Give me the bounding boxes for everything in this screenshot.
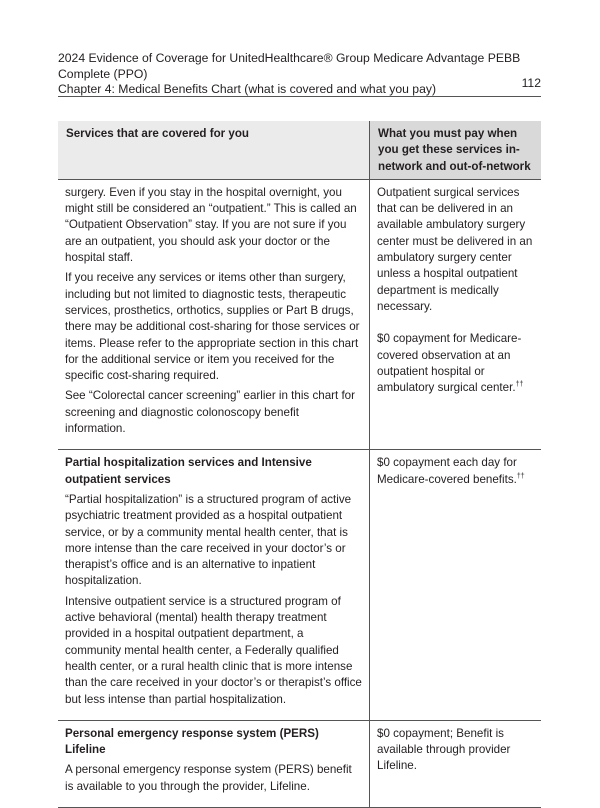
benefits-table — [58, 121, 541, 808]
page-number: 112 — [521, 76, 541, 90]
service-title: Personal emergency response system (PERS) Lifeline — [65, 726, 319, 757]
service-cell — [58, 179, 370, 449]
table-row — [58, 450, 541, 720]
header-divider — [58, 96, 541, 97]
service-text: See “Colorectal cancer screening” earlier in this chart for screening and diagnostic colonoscopy benefit information. — [65, 389, 355, 436]
table-row — [58, 720, 541, 807]
service-cell — [58, 720, 370, 807]
running-header — [58, 51, 541, 98]
chapter-title: Chapter 4: Medical Benefits Chart (what is covered and what you pay) — [58, 82, 437, 96]
footnote-marker: †† — [516, 472, 525, 480]
payment-text — [377, 331, 534, 396]
document-title: 2024 Evidence of Coverage for UnitedHealthcare® Group Medicare Advantage PEBB Complete (PPO) — [58, 51, 521, 81]
payment-text-body: $0 copayment for Medicare-covered observation at an outpatient hospital or ambulatory surgical center. — [377, 332, 522, 395]
column-header-services: Services that are covered for you — [58, 121, 370, 179]
service-cell — [58, 450, 370, 720]
payment-text — [377, 455, 534, 488]
service-text: A personal emergency response system (PERS) benefit is available to you through the provider, Lifeline. — [65, 763, 352, 793]
service-text: surgery. Even if you stay in the hospital overnight, you might still be considered an “outpatient.” This is called an “Outpatient Observation” stay. If you are not sure if you are an outpatient, you should ask your doctor or the hospital staff. — [65, 185, 357, 265]
payment-text: $0 copayment; Benefit is available through provider Lifeline. — [377, 726, 511, 773]
footnote-marker: †† — [515, 381, 524, 389]
payment-text-body: $0 copayment each day for Medicare-covered benefits. — [377, 456, 517, 486]
service-title: Partial hospitalization services and Intensive outpatient services — [65, 456, 312, 486]
payment-cell — [370, 179, 542, 449]
table-row — [58, 179, 541, 449]
payment-cell — [370, 450, 542, 720]
service-text: If you receive any services or items other than surgery, including but not limited to diagnostic tests, therapeutic services, prosthetics, orthotics, supplies or Part B drugs, there may be additional cost-sharing for those services or items. Please refer to the appropriate section in this chart for the additional service or item you received for the specific cost-sharing required. — [65, 271, 360, 383]
payment-text: Outpatient surgical services that can be delivered in an available ambulatory surgery center must be delivered in an ambulatory surgery center unless a hospital outpatient department is medically necessary. — [377, 185, 533, 313]
service-text: “Partial hospitalization” is a structured program of active psychiatric treatment provided as a hospital outpatient service, or by a community mental health center, that is more intense than the care received in your doctor’s or therapist’s office and is an alternative to inpatient hospitalization. — [65, 492, 352, 588]
column-header-payment: What you must pay when you get these services in-network and out-of-network — [370, 121, 542, 179]
payment-cell — [370, 720, 542, 807]
table-header-row — [58, 121, 541, 179]
service-text: Intensive outpatient service is a structured program of active behavioral (mental) health therapy treatment provided in a hospital outpatient department, a community mental health center, a Federally qualified health center, or a rural health clinic that is more intense than the care received in your doctor’s or therapist’s office but less intense than partial hospitalization. — [65, 594, 362, 706]
